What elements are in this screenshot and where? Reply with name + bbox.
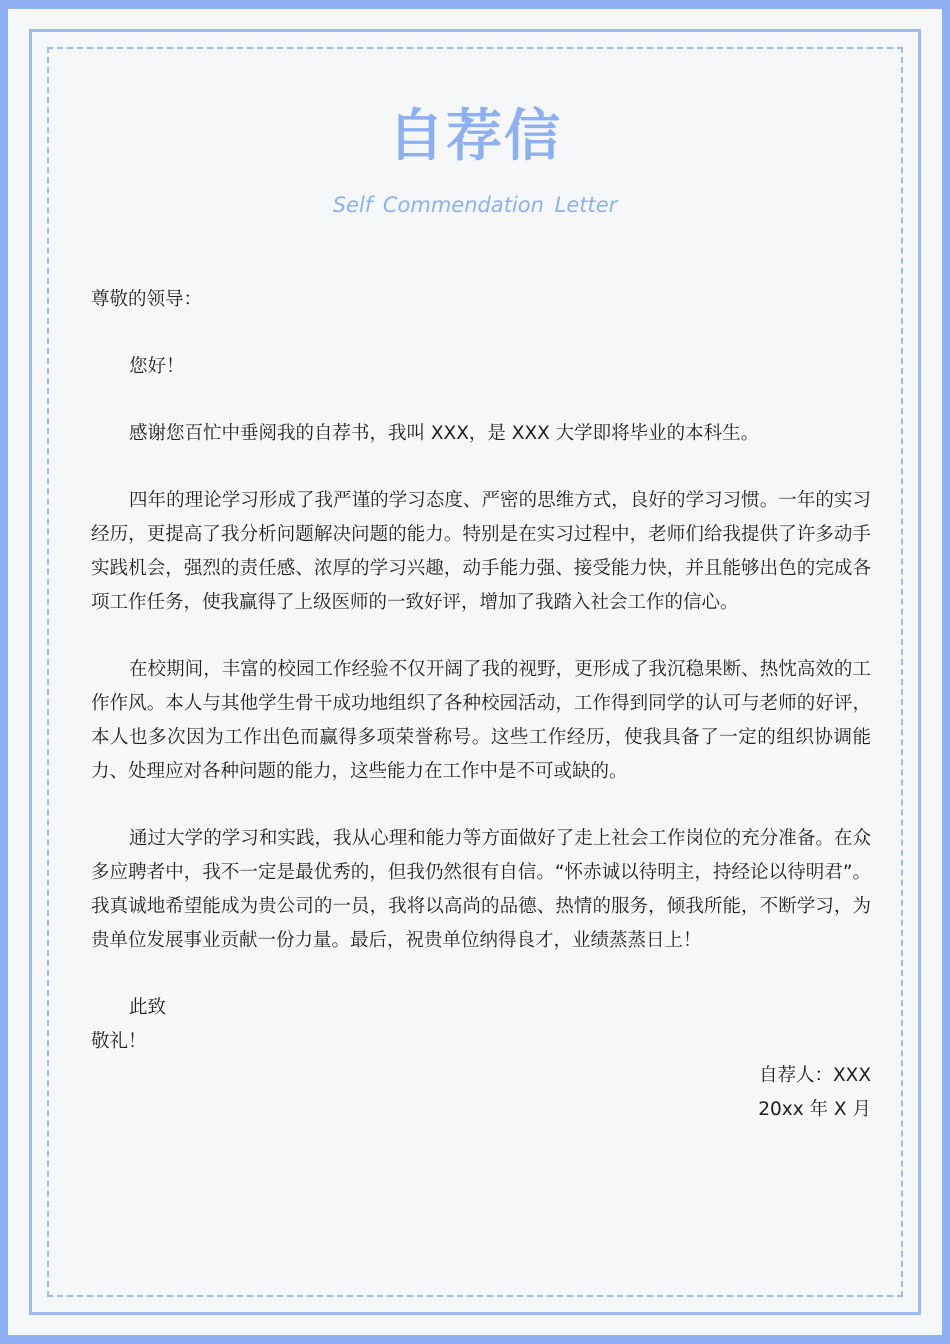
paragraph-study: 四年的理论学习形成了我严谨的学习态度、严密的思维方式，良好的学习习惯。一年的实习经历，更提高了我分析问题解决问题的能力。特别是在实习过程中，老师们给我提供了许多动手实践机会，强烈的责任感、浓厚的学习兴趣，动手能力强、接受能力快，并且能够出色的完成各项工作任务，使我赢得了上级医师的一致好评，增加了我踏入社会工作的信心。 (91, 490, 871, 613)
greeting: 您好！ (129, 356, 185, 377)
closing-line-1: 此致 (129, 997, 167, 1018)
paragraph-intro: 感谢您百忙中垂阅我的自荐书，我叫 XXX，是 XXX 大学即将毕业的本科生。 (129, 423, 760, 444)
paragraph-campus: 在校期间，丰富的校园工作经验不仅开阔了我的视野，更形成了我沉稳果断、热忱高效的工作作风。本人与其他学生骨干成功地组织了各种校园活动，工作得到同学的认可与老师的好评，本人也多次因为工作出色而赢得多项荣誉称号。这些工作经历，使我具备了一定的组织协调能力、处理应对各种问题的能力，这些能力在工作中是不可或缺的。 (91, 659, 871, 782)
letter-subtitle: Self Commendation Letter (332, 193, 618, 217)
letter-body (91, 283, 871, 1127)
salutation: 尊敬的领导： (91, 289, 203, 310)
date: 20xx 年 X 月 (758, 1099, 871, 1120)
closing-line-2: 敬礼！ (91, 1031, 147, 1052)
signature: 自荐人：XXX (758, 1065, 871, 1086)
paragraph-conclusion: 通过大学的学习和实践，我从心理和能力等方面做好了走上社会工作岗位的充分准备。在众多应聘者中，我不一定是最优秀的，但我仍然很有自信。“怀赤诚以待明主，持经论以待明君”。我真诚地希望能成为贵公司的一员，我将以高尚的品德、热情的服务，倾我所能，不断学习，为贵单位发展事业贡献一份力量。最后，祝贵单位纳得良才，业绩蒸蒸日上！ (91, 828, 871, 951)
letter-sheet (8, 9, 942, 1335)
letter-title: 自荐信 (388, 104, 562, 169)
